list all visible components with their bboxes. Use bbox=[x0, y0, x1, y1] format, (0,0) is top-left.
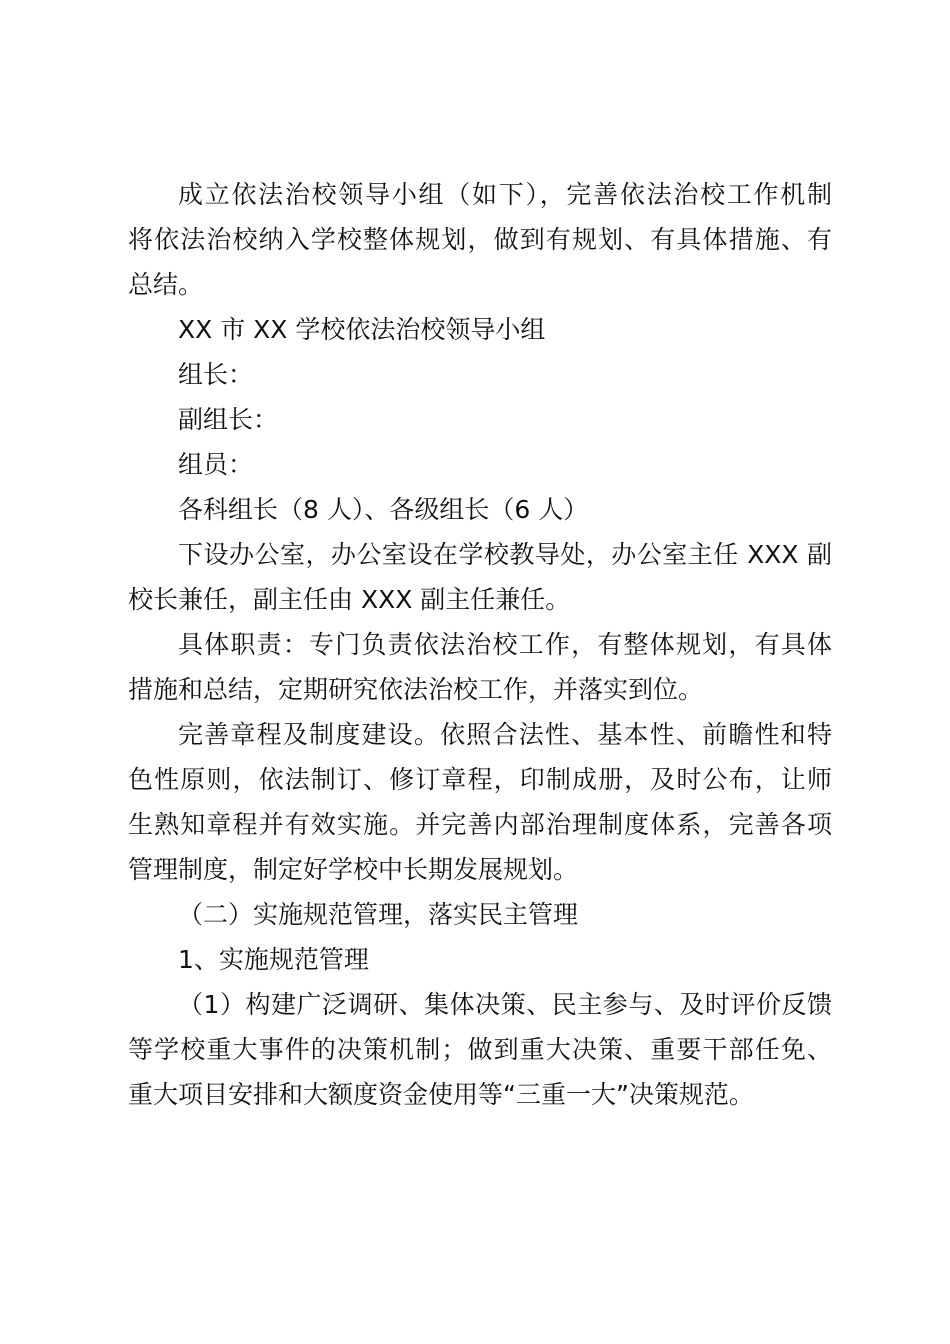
text-line-20: 等学校重大事件的决策机制；做到重大决策、重要干部任免、 bbox=[128, 1035, 832, 1064]
text-line-19: （1）构建广泛调研、集体决策、民主参与、及时评价反馈 bbox=[178, 990, 832, 1019]
text-line-16: 管理制度，制定好学校中长期发展规划。 bbox=[128, 855, 579, 884]
subsection-heading: 1、实施规范管理 bbox=[178, 945, 369, 974]
text-line-10: 校长兼任，副主任由 XXX 副主任兼任。 bbox=[128, 585, 571, 614]
text-line-15: 生熟知章程并有效实施。并完善内部治理制度体系，完善各项 bbox=[128, 810, 832, 839]
section-heading: （二）实施规范管理，落实民主管理 bbox=[178, 900, 579, 929]
members-detail: 各科组长（8 人）、各级组长（6 人） bbox=[178, 495, 589, 524]
text-line-2: 将依法治校纳入学校整体规划，做到有规划、有具体措施、有 bbox=[128, 225, 832, 254]
document-body bbox=[128, 172, 832, 1117]
text-line-13: 完善章程及制度建设。依照合法性、基本性、前瞻性和特 bbox=[178, 720, 832, 749]
text-line-14: 色性原则，依法制订、修订章程，印制成册，及时公布，让师 bbox=[128, 765, 832, 794]
text-line-12: 措施和总结，定期研究依法治校工作，并落实到位。 bbox=[128, 675, 704, 704]
text-line-9: 下设办公室，办公室设在学校教导处，办公室主任 XXX 副 bbox=[178, 540, 832, 569]
group-title: XX 市 XX 学校依法治校领导小组 bbox=[178, 315, 546, 344]
text-line-3: 总结。 bbox=[128, 270, 204, 299]
deputy-leader-label: 副组长： bbox=[178, 405, 279, 434]
text-line-21: 重大项目安排和大额度资金使用等“三重一大”决策规范。 bbox=[128, 1080, 754, 1109]
members-label: 组员： bbox=[178, 450, 254, 479]
text-line-11: 具体职责：专门负责依法治校工作，有整体规划，有具体 bbox=[178, 630, 832, 659]
text-line-1: 成立依法治校领导小组（如下），完善依法治校工作机制 bbox=[178, 180, 832, 209]
leader-label: 组长： bbox=[178, 360, 254, 389]
